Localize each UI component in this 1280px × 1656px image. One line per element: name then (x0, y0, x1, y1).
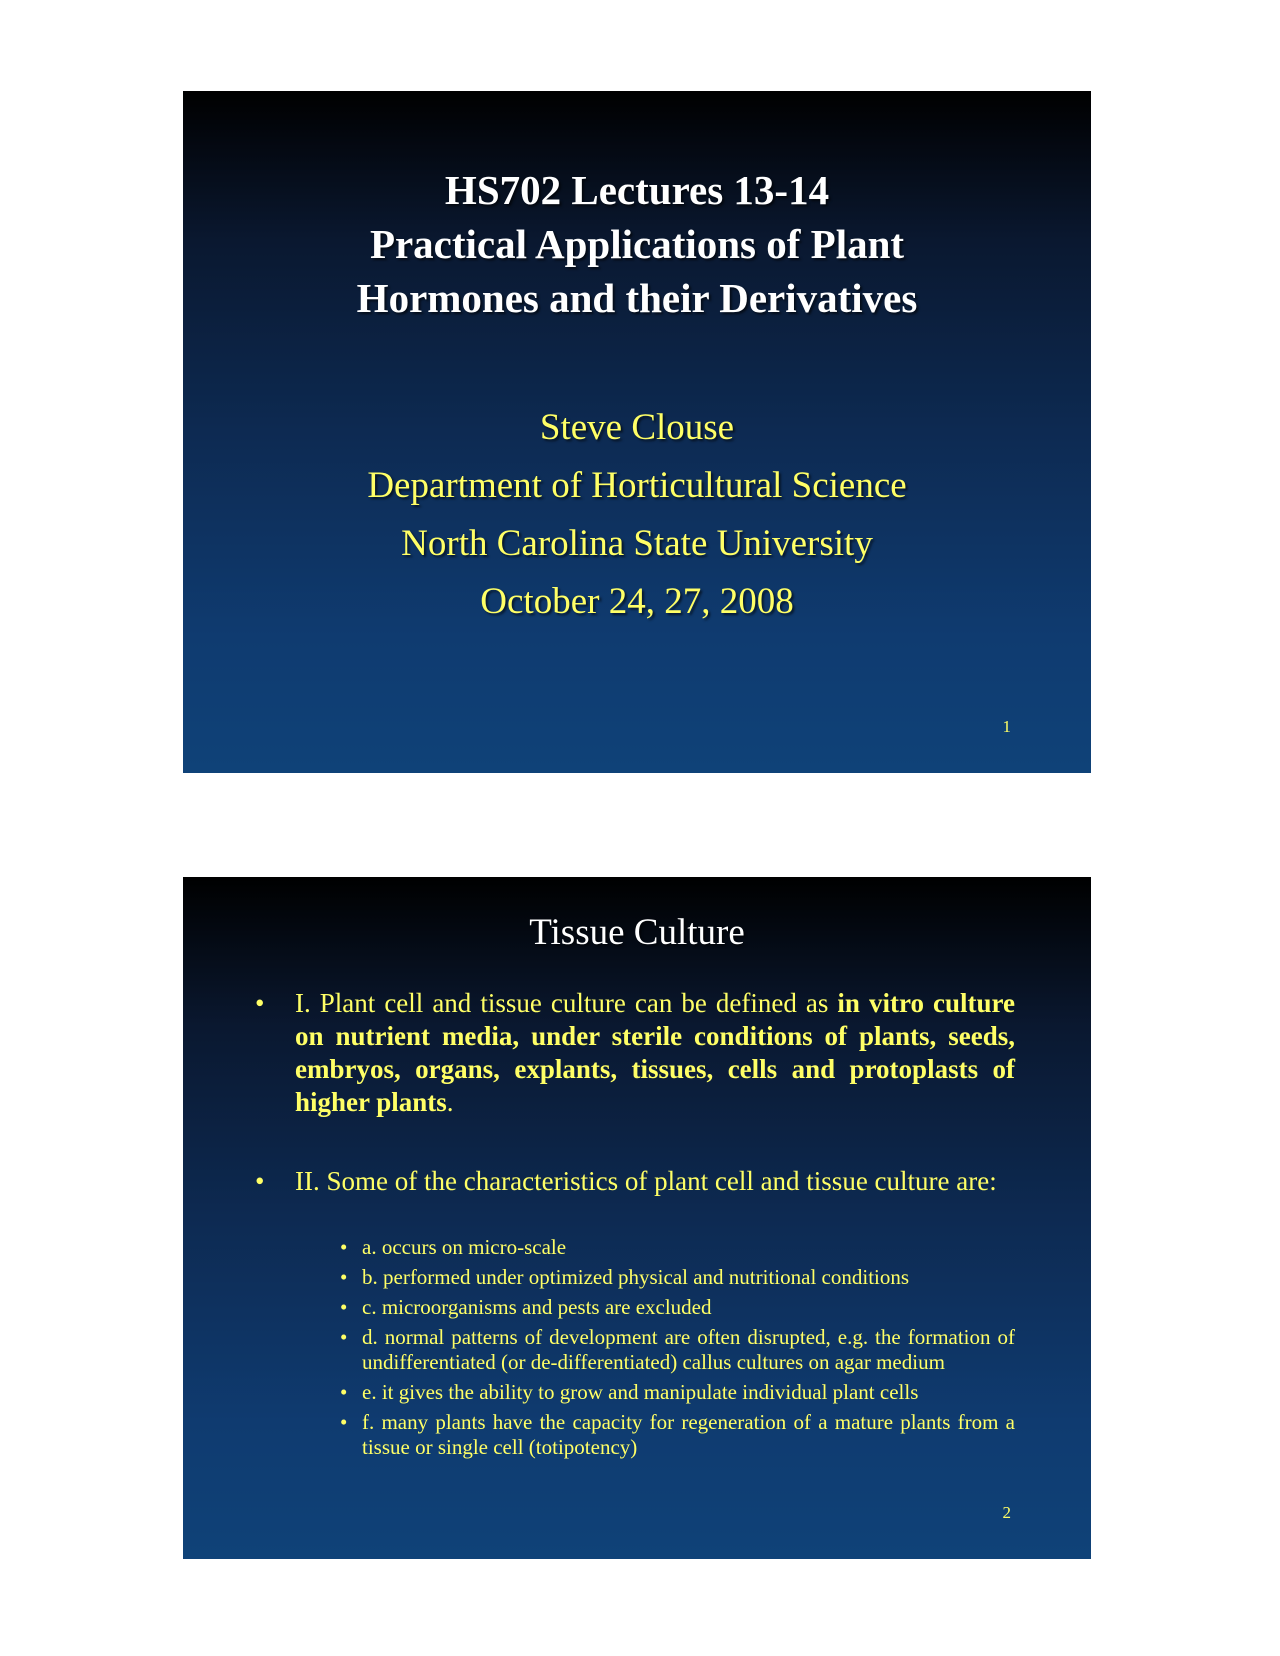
author-university: North Carolina State University (401, 523, 873, 564)
list-item (340, 1295, 1015, 1320)
list-item-text: b. performed under optimized physical and nutritional conditions (362, 1265, 910, 1289)
list-item-text: f. many plants have the capacity for regeneration of a mature plants from a tissue or single cell (totipotency) (362, 1410, 1015, 1459)
slide-2-title: Tissue Culture (529, 912, 745, 953)
list-item (340, 1380, 1015, 1405)
author-name: Steve Clouse (539, 407, 735, 448)
sub-bullet-marker: • (340, 1325, 348, 1349)
bullet-definition-tail: . (446, 1087, 454, 1117)
bullet-characteristics (255, 1165, 1015, 1198)
bullet-characteristics-text: II. Some of the characteristics of plant cell and tissue culture are: (295, 1166, 997, 1196)
slide-1-title (183, 163, 1091, 325)
slide-2 (183, 877, 1091, 1559)
title-line-3: Hormones and their Derivatives (356, 275, 918, 321)
list-item (340, 1265, 1015, 1290)
sub-bullet-marker: • (340, 1410, 348, 1434)
slide-number: 1 (1002, 717, 1011, 736)
author-department: Department of Horticultural Science (367, 465, 907, 506)
bullet-marker: • (255, 988, 265, 1018)
bullet-definition-bold: in vitro culture on nutrient media, under sterile conditions of plants, seeds, embryos, organs, explants, tissues, cells and protoplasts of higher plants (295, 988, 1015, 1117)
list-item (340, 1410, 1015, 1460)
sub-bullet-marker: • (340, 1295, 348, 1319)
slide-number: 2 (1002, 1503, 1011, 1522)
list-item-text: a. occurs on micro-scale (362, 1235, 567, 1259)
list-item-text: d. normal patterns of development are often disrupted, e.g. the formation of undifferentiated (or de-differentiated) callus cultures on agar medium (362, 1325, 1015, 1374)
lecture-date: October 24, 27, 2008 (480, 581, 794, 622)
bullet-definition-text (295, 987, 1015, 1119)
bullet-marker: • (255, 1166, 265, 1196)
sub-bullet-marker: • (340, 1380, 348, 1404)
list-item-text: c. microorganisms and pests are excluded (362, 1295, 712, 1319)
characteristics-list (340, 1235, 1015, 1465)
bullet-definition (255, 987, 1015, 1119)
bullet-definition-lead: I. Plant cell and tissue culture can be defined as (295, 988, 838, 1018)
slide-1-author-info (183, 399, 1091, 631)
title-line-1: HS702 Lectures 13-14 (444, 167, 830, 213)
list-item-text: e. it gives the ability to grow and manipulate individual plant cells (362, 1380, 919, 1404)
list-item (340, 1325, 1015, 1375)
sub-bullet-marker: • (340, 1235, 348, 1259)
slide-1 (183, 91, 1091, 773)
list-item (340, 1235, 1015, 1260)
title-line-2: Practical Applications of Plant (369, 221, 905, 267)
sub-bullet-marker: • (340, 1265, 348, 1289)
